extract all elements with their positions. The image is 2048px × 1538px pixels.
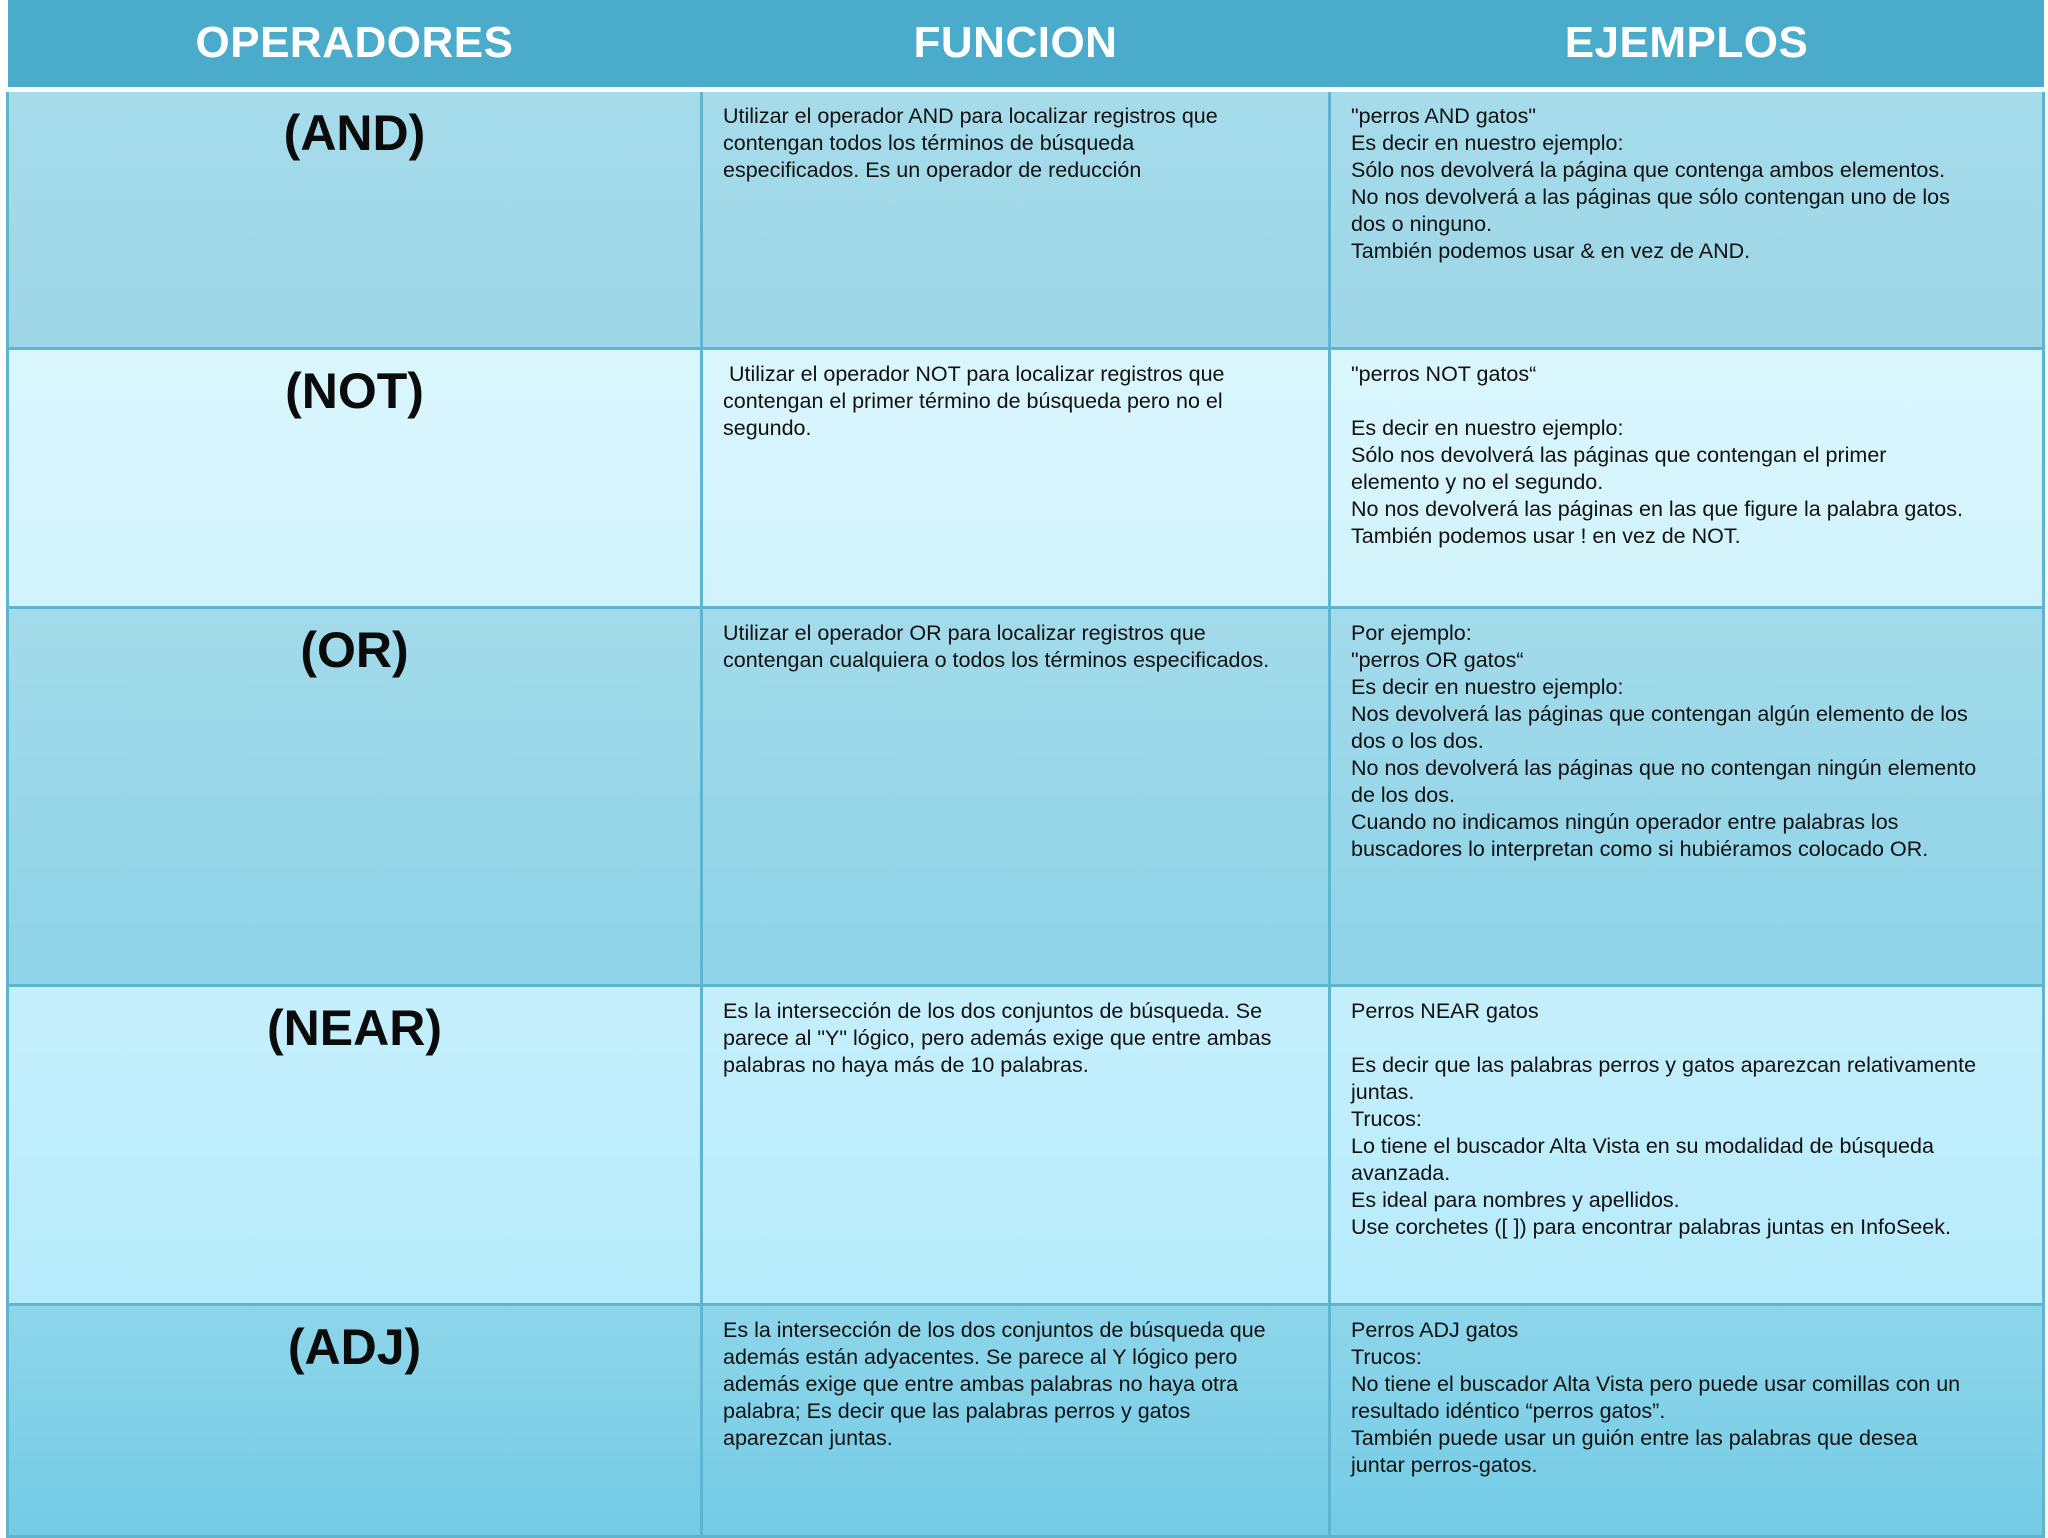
example-cell xyxy=(1330,89,2044,348)
function-text: Utilizar el operador OR para localizar registros que contengan cualquiera o todos los términos especificados. xyxy=(723,620,1270,672)
header-operadores: OPERADORES xyxy=(8,0,702,89)
example-text: Por ejemplo: "perros OR gatos“ Es decir en nuestro ejemplo: Nos devolverá las páginas que contengan algún elemento de los dos o los dos. No nos devolverá las páginas que no contengan ningún elemento de los dos. Cuando no indicamos ningún operador entre palabras los buscadores lo interpretan como si hubiéramos colocado OR. xyxy=(1351,620,1977,861)
operator-label: (NEAR) xyxy=(267,999,442,1056)
header-row xyxy=(8,0,2044,89)
table-header xyxy=(8,0,2044,89)
function-cell xyxy=(702,89,1330,348)
example-cell xyxy=(1330,348,2044,607)
header-ejemplos: EJEMPLOS xyxy=(1330,0,2044,89)
table-row-not xyxy=(8,348,2044,607)
function-text: Es la intersección de los dos conjuntos de búsqueda que además están adyacentes. Se parece al Y lógico pero además exige que entre ambas palabras no haya otra palabra; Es decir que las palabras perros y gatos aparezcan juntas. xyxy=(723,1317,1266,1450)
example-text: "perros NOT gatos“ Es decir en nuestro ejemplo: Sólo nos devolverá las páginas que contengan el primer elemento y no el segundo. No nos devolverá las páginas en las que figure la palabra gatos. También podemos usar ! en vez de NOT. xyxy=(1351,361,1963,548)
operator-cell xyxy=(8,1304,702,1536)
table-body xyxy=(8,89,2044,1536)
example-cell xyxy=(1330,985,2044,1304)
function-cell xyxy=(702,985,1330,1304)
function-cell xyxy=(702,607,1330,985)
operator-cell xyxy=(8,985,702,1304)
operator-cell xyxy=(8,89,702,348)
example-cell xyxy=(1330,1304,2044,1536)
operators-table-container xyxy=(6,0,2042,1536)
example-text: "perros AND gatos" Es decir en nuestro ejemplo: Sólo nos devolverá la página que contenga ambos elementos. No nos devolverá a las páginas que sólo contengan uno de los dos o ninguno. También podemos usar & en vez de AND. xyxy=(1351,103,1950,263)
operator-label: (NOT) xyxy=(285,362,424,419)
operator-label: (ADJ) xyxy=(287,1318,422,1375)
operators-table xyxy=(6,0,2045,1538)
table-row-or xyxy=(8,607,2044,985)
table-row-adj xyxy=(8,1304,2044,1536)
example-text: Perros ADJ gatos Trucos: No tiene el buscador Alta Vista pero puede usar comillas con un resultado idéntico “perros gatos”. También puede usar un guión entre las palabras que desea juntar perros-gatos. xyxy=(1351,1317,1961,1477)
function-cell xyxy=(702,1304,1330,1536)
example-text: Perros NEAR gatos Es decir que las palabras perros y gatos aparezcan relativamente juntas. Trucos: Lo tiene el buscador Alta Vista en su modalidad de búsqueda avanzada. Es ideal para nombres y apellidos. Use corchetes ([ ]) para encontrar palabras juntas en InfoSeek. xyxy=(1351,998,1977,1239)
operator-cell xyxy=(8,348,702,607)
operator-label: (OR) xyxy=(300,621,409,678)
function-text: Utilizar el operador AND para localizar registros que contengan todos los términos de búsqueda especificados. Es un operador de reducción xyxy=(723,103,1218,182)
header-funcion: FUNCION xyxy=(702,0,1330,89)
function-text: Es la intersección de los dos conjuntos de búsqueda. Se parece al "Y" lógico, pero además exige que entre ambas palabras no haya más de 10 palabras. xyxy=(723,998,1272,1077)
table-row-and xyxy=(8,89,2044,348)
function-cell xyxy=(702,348,1330,607)
function-text: Utilizar el operador NOT para localizar registros que contengan el primer término de búsqueda pero no el segundo. xyxy=(723,361,1225,440)
operator-cell xyxy=(8,607,702,985)
table-row-near xyxy=(8,985,2044,1304)
operator-label: (AND) xyxy=(283,104,426,161)
example-cell xyxy=(1330,607,2044,985)
